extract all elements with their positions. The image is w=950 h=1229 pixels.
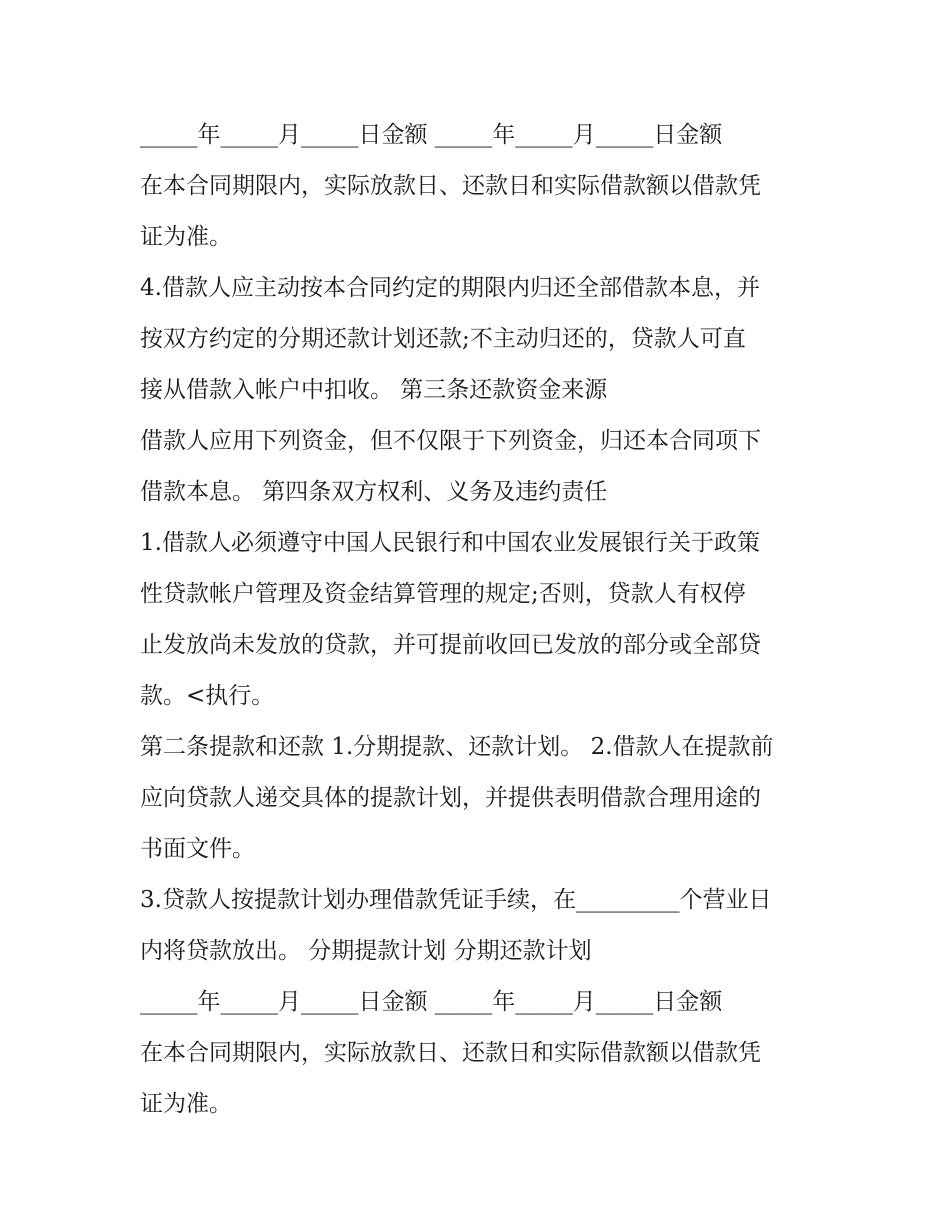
text-line: 按双方约定的分期还款计划还款;不主动归还的，贷款人可直	[140, 326, 746, 352]
text-line: 借款人应用下列资金，但不仅限于下列资金，归还本合同项下	[140, 428, 761, 454]
text-line: 1.借款人必须遵守中国人民银行和中国农业发展银行关于政策	[140, 530, 760, 556]
document-body	[140, 110, 820, 1130]
text-line: 证为准。	[140, 1091, 232, 1117]
text-line: 内将贷款放出。 分期提款计划 分期还款计划	[140, 938, 592, 964]
text-line: 证为准。	[140, 224, 232, 250]
text-line: 接从借款入帐户中扣收。 第三条还款资金来源	[140, 377, 608, 403]
text-line: 3.贷款人按提款计划办理借款凭证手续，在_________个营业日	[140, 887, 772, 913]
text-line: _____年_____月_____日金额 _____年_____月_____日金额	[140, 989, 723, 1015]
text-line: _____年_____月_____日金额 _____年_____月_____日金额	[140, 122, 723, 148]
text-line: 借款本息。 第四条双方权利、义务及违约责任	[140, 479, 608, 505]
text-line: 性贷款帐户管理及资金结算管理的规定;否则，贷款人有权停	[140, 581, 746, 607]
text-line: 4.借款人应主动按本合同约定的期限内归还全部借款本息，并	[140, 275, 760, 301]
text-line: 在本合同期限内，实际放款日、还款日和实际借款额以借款凭	[140, 1040, 761, 1066]
text-line: 应向贷款人递交具体的提款计划，并提供表明借款合理用途的	[140, 785, 761, 811]
text-line: 第二条提款和还款 1.分期提款、还款计划。 2.借款人在提款前	[140, 734, 774, 760]
text-line: 款。<执行。	[140, 683, 275, 709]
text-line: 止发放尚未发放的贷款，并可提前收回已发放的部分或全部贷	[140, 632, 761, 658]
text-line: 在本合同期限内，实际放款日、还款日和实际借款额以借款凭	[140, 173, 761, 199]
text-line: 书面文件。	[140, 836, 255, 862]
